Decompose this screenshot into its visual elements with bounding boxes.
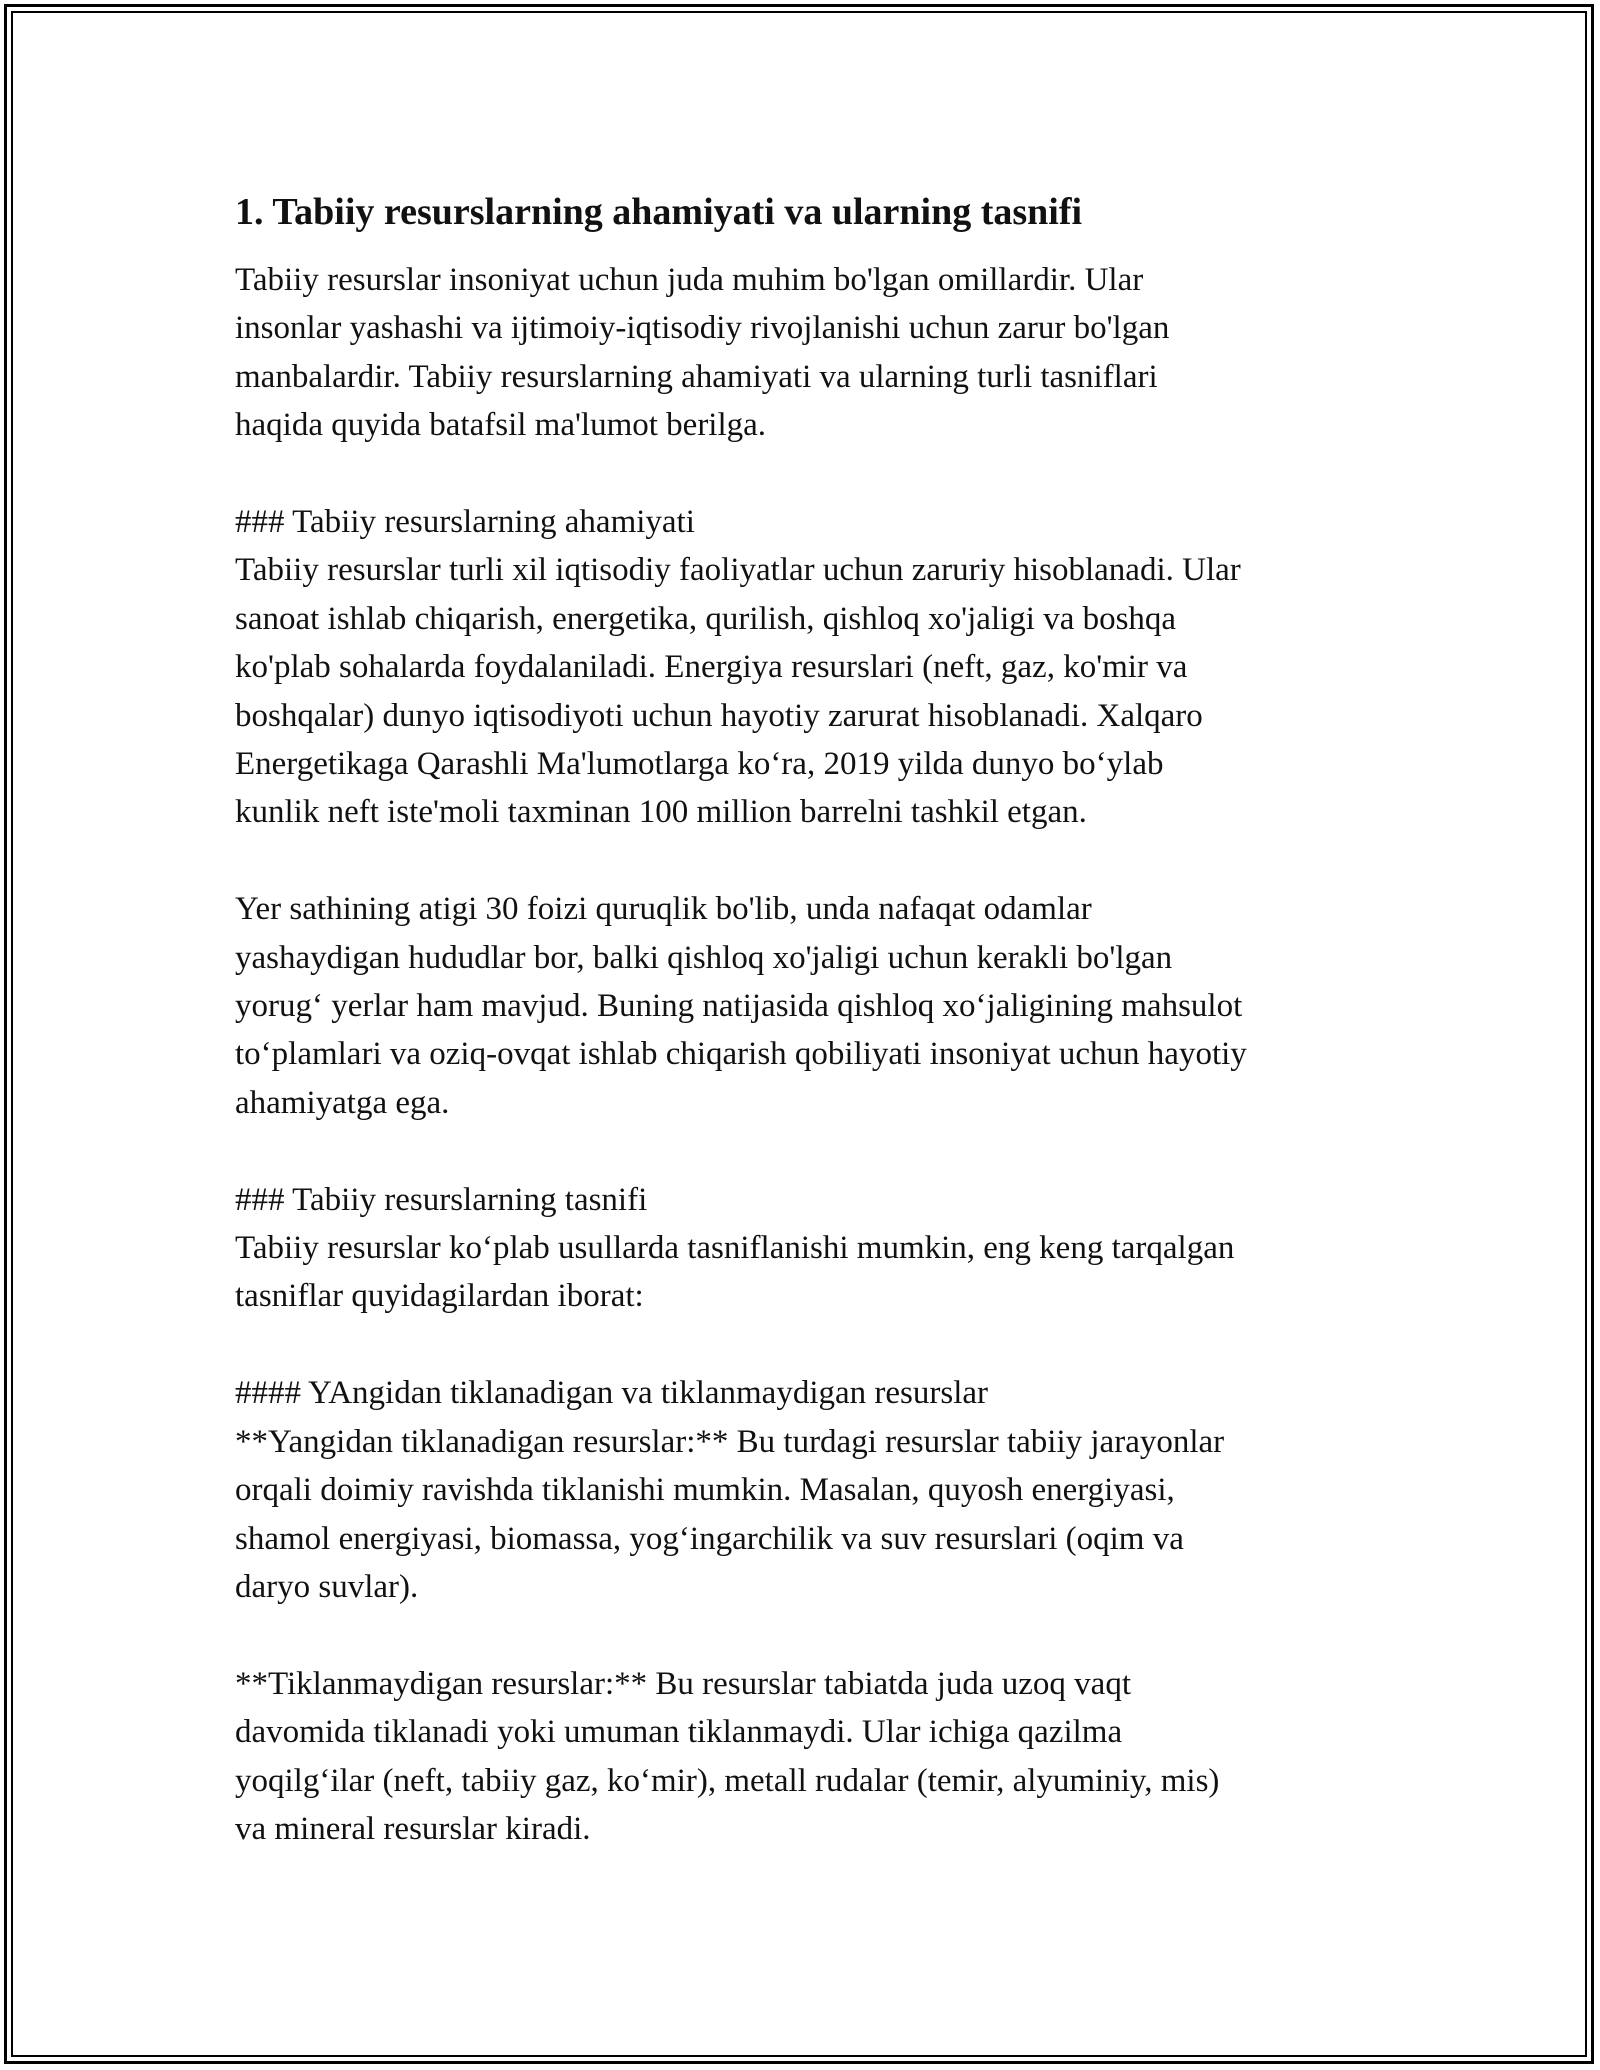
paragraph-classification bbox=[235, 1176, 1385, 1321]
paragraph-intro bbox=[235, 256, 1385, 450]
text-line: shamol energiyasi, biomassa, yog‘ingarchilik va suv resurslari (oqim va bbox=[235, 1520, 1184, 1557]
text-line: Tabiiy resurslar turli xil iqtisodiy faoliyatlar uchun zaruriy hisoblanadi. Ular bbox=[235, 552, 1241, 589]
text-line: Yer sathining atigi 30 foizi quruqlik bo'lib, unda nafaqat odamlar bbox=[235, 891, 1092, 928]
text-line: Energetikaga Qarashli Ma'lumotlarga ko‘ra, 2019 yilda dunyo bo‘ylab bbox=[235, 746, 1164, 783]
text-line: to‘plamlari va oziq-ovqat ishlab chiqarish qobiliyati insoniyat uchun hayotiy bbox=[235, 1036, 1247, 1073]
text-line: davomida tiklanadi yoki umuman tiklanmaydi. Ular ichiga qazilma bbox=[235, 1714, 1123, 1751]
subheading-line: #### YAngidan tiklanadigan va tiklanmaydigan resurslar bbox=[235, 1375, 989, 1412]
text-line: **Tiklanmaydigan resurslar:** Bu resurslar tabiatda juda uzoq vaqt bbox=[235, 1665, 1131, 1702]
text-line: sanoat ishlab chiqarish, energetika, qurilish, qishloq xo'jaligi va boshqa bbox=[235, 600, 1177, 637]
text-line: yoqilg‘ilar (neft, tabiiy gaz, ko‘mir), metall rudalar (temir, alyuminiy, mis) bbox=[235, 1762, 1220, 1799]
text-line: insonlar yashashi va ijtimoiy-iqtisodiy rivojlanishi uchun zarur bo'lgan bbox=[235, 310, 1170, 347]
paragraph-importance bbox=[235, 498, 1385, 837]
document-body bbox=[235, 186, 1385, 1902]
text-line: orqali doimiy ravishda tiklanishi mumkin. Masalan, quyosh energiyasi, bbox=[235, 1472, 1175, 1509]
text-line: boshqalar) dunyo iqtisodiyoti uchun hayotiy zarurat hisoblanadi. Xalqaro bbox=[235, 697, 1203, 734]
text-line: tasniflar quyidagilardan iborat: bbox=[235, 1278, 644, 1315]
text-line: haqida quyida batafsil ma'lumot berilga. bbox=[235, 407, 767, 444]
text-line: Tabiiy resurslar ko‘plab usullarda tasniflanishi mumkin, eng keng tarqalgan bbox=[235, 1230, 1235, 1267]
text-line: Tabiiy resurslar insoniyat uchun juda muhim bo'lgan omillardir. Ular bbox=[235, 262, 1144, 298]
text-line: yashaydigan hududlar bor, balki qishloq xo'jaligi uchun kerakli bo'lgan bbox=[235, 939, 1173, 976]
text-line: va mineral resurslar kiradi. bbox=[235, 1810, 591, 1847]
subheading-line: ### Tabiiy resurslarning tasnifi bbox=[235, 1181, 648, 1218]
text-line: yorug‘ yerlar ham mavjud. Buning natijasida qishloq xo‘jaligining mahsulot bbox=[235, 988, 1243, 1025]
text-line: manbalardir. Tabiiy resurslarning ahamiyati va ularning turli tasniflari bbox=[235, 358, 1158, 395]
text-line: ko'plab sohalarda foydalaniladi. Energiya resurslari (neft, gaz, ko'mir va bbox=[235, 649, 1188, 686]
text-line: daryo suvlar). bbox=[235, 1568, 419, 1605]
paragraph-land bbox=[235, 885, 1385, 1127]
subheading-line: ### Tabiiy resurslarning ahamiyati bbox=[235, 504, 695, 541]
text-line: **Yangidan tiklanadigan resurslar:** Bu turdagi resurslar tabiiy jarayonlar bbox=[235, 1423, 1225, 1460]
text-line: ahamiyatga ega. bbox=[235, 1084, 450, 1121]
paragraph-renewable bbox=[235, 1369, 1385, 1611]
paragraph-nonrenewable bbox=[235, 1660, 1385, 1854]
document-heading: 1. Tabiiy resurslarning ahamiyati va ularning tasnifi bbox=[235, 191, 1083, 233]
text-line: kunlik neft iste'moli taxminan 100 million barrelni tashkil etgan. bbox=[235, 794, 1087, 831]
